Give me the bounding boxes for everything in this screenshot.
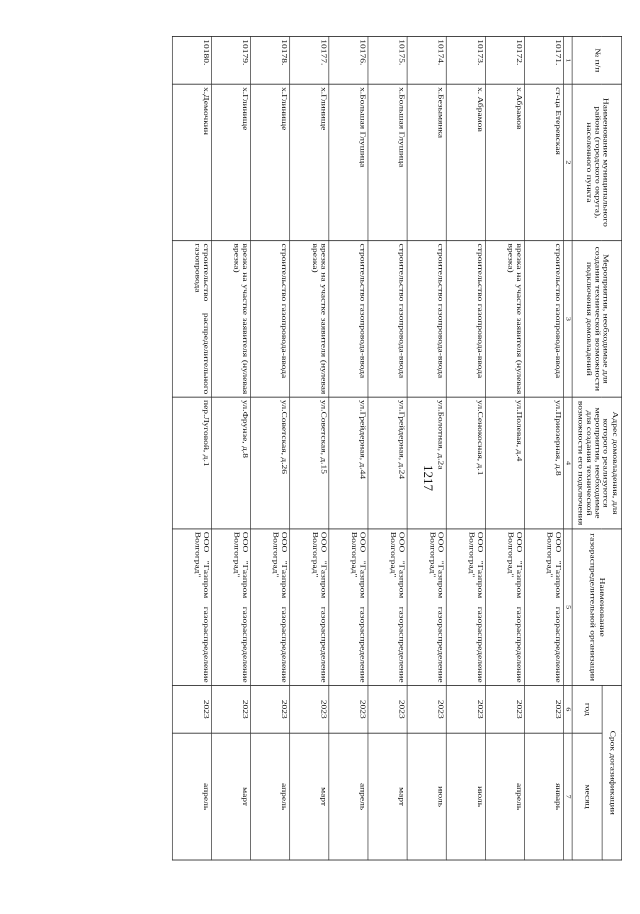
row-address: ул.Грейдерная, д.24 xyxy=(368,397,407,529)
row-place: х.Большая Глушица xyxy=(329,84,368,240)
row-place: ст-ца Етеревская xyxy=(524,84,563,240)
row-measure: врезка на участке заявителя (нулевая врезка) xyxy=(211,241,250,397)
row-number: 10175. xyxy=(368,36,407,84)
row-number: 10179. xyxy=(211,36,250,84)
column-number-row xyxy=(564,36,572,860)
column-number: 6 xyxy=(564,685,572,733)
header-deadline: Срок догазификации xyxy=(602,685,622,860)
page-number: 1217 xyxy=(421,465,436,491)
row-org: ООО "Газпром газораспределение Волгоград" xyxy=(446,529,485,685)
row-address: ул.Полевая, д.4 xyxy=(485,397,524,529)
row-number: 10171. xyxy=(524,36,563,84)
header-month: месяц xyxy=(572,733,602,860)
table-row xyxy=(329,36,368,860)
column-number: 4 xyxy=(564,397,572,529)
row-month: июль xyxy=(407,733,446,860)
table-row xyxy=(485,36,524,860)
row-place: х. Абрамов xyxy=(446,84,485,240)
table-row xyxy=(172,36,211,860)
row-org: ООО "Газпром газораспределение Волгоград" xyxy=(290,529,329,685)
row-address: ул.Приозерная, д.8 xyxy=(524,397,563,529)
column-number: 3 xyxy=(564,241,572,397)
row-year: 2023 xyxy=(524,685,563,733)
row-month: июль xyxy=(446,733,485,860)
row-place: х.Демочкин xyxy=(172,84,211,240)
row-org: ООО "Газпром газораспределение Волгоград" xyxy=(172,529,211,685)
row-month: апрель xyxy=(251,733,290,860)
row-year: 2023 xyxy=(368,685,407,733)
row-address: пер.Луговой, д.1 xyxy=(172,397,211,529)
row-number: 10174. xyxy=(407,36,446,84)
row-number: 10176. xyxy=(329,36,368,84)
table-row xyxy=(251,36,290,860)
row-month: апрель xyxy=(485,733,524,860)
row-measure: строительство газопровода-ввода xyxy=(368,241,407,397)
table-row xyxy=(368,36,407,860)
row-address: ул.Болотная, д.2а xyxy=(407,397,446,529)
row-place: х.Глинище xyxy=(290,84,329,240)
row-month: март xyxy=(211,733,250,860)
header-org: Наименование газораспределительной организации xyxy=(572,529,622,685)
row-year: 2023 xyxy=(211,685,250,733)
row-address: ул.Фрунзе, д.8 xyxy=(211,397,250,529)
row-measure: строительство газопровода-ввода xyxy=(446,241,485,397)
column-number: 1 xyxy=(564,36,572,84)
header-district: Наименование муниципального района (городского округа), населенного пункта xyxy=(572,84,622,240)
row-year: 2023 xyxy=(446,685,485,733)
gasification-table xyxy=(172,36,622,860)
row-year: 2023 xyxy=(407,685,446,733)
row-address: ул.Советская, д.26 xyxy=(251,397,290,529)
row-measure: строительство газопровода-ввода xyxy=(524,241,563,397)
row-place: х.Большая Глушица xyxy=(368,84,407,240)
header-address: Адрес домовладения, для которого реализуются мероприятия, необходимые для создания технической возможности его подключения xyxy=(572,397,622,529)
row-month: январь xyxy=(524,733,563,860)
row-address: ул.Советская, д.15 xyxy=(290,397,329,529)
row-number: 10180. xyxy=(172,36,211,84)
row-month: март xyxy=(368,733,407,860)
table-body xyxy=(172,36,563,860)
rotated-table-container xyxy=(172,36,622,860)
row-year: 2023 xyxy=(251,685,290,733)
table-row xyxy=(407,36,446,860)
row-org: ООО "Газпром газораспределение Волгоград" xyxy=(211,529,250,685)
row-org: ООО "Газпром газораспределение Волгоград" xyxy=(329,529,368,685)
row-measure: строительство газопровода-ввода xyxy=(329,241,368,397)
row-address: ул.Сенокосная, д.1 xyxy=(446,397,485,529)
column-number: 7 xyxy=(564,733,572,860)
row-measure: строительство распределительного газопровода xyxy=(172,241,211,397)
row-year: 2023 xyxy=(329,685,368,733)
row-org: ООО "Газпром газораспределение Волгоград" xyxy=(368,529,407,685)
column-number: 5 xyxy=(564,529,572,685)
row-year: 2023 xyxy=(485,685,524,733)
row-org: ООО "Газпром газораспределение Волгоград" xyxy=(407,529,446,685)
row-number: 10173. xyxy=(446,36,485,84)
row-month: апрель xyxy=(172,733,211,860)
row-measure: строительство газопровода-ввода xyxy=(407,241,446,397)
row-month: апрель xyxy=(329,733,368,860)
header-no: № п/п xyxy=(572,36,622,84)
row-place: х.Глинище xyxy=(251,84,290,240)
row-number: 10172. xyxy=(485,36,524,84)
row-year: 2023 xyxy=(172,685,211,733)
row-org: ООО "Газпром газораспределение Волгоград" xyxy=(524,529,563,685)
row-org: ООО "Газпром газораспределение Волгоград" xyxy=(485,529,524,685)
table-row xyxy=(524,36,563,860)
row-year: 2023 xyxy=(290,685,329,733)
header-year: год xyxy=(572,685,602,733)
header-measures: Мероприятия, необходимые для создания технической возможности подключения домовладений xyxy=(572,241,622,397)
row-number: 10177. xyxy=(290,36,329,84)
table-row xyxy=(290,36,329,860)
row-address: ул.Грейдерная, д.44 xyxy=(329,397,368,529)
row-measure: врезка на участке заявителя (нулевая врезка) xyxy=(485,241,524,397)
column-number: 2 xyxy=(564,84,572,240)
row-measure: строительство газопровода-ввода xyxy=(251,241,290,397)
row-place: х.Абрамов xyxy=(485,84,524,240)
table-row xyxy=(211,36,250,860)
row-place: х.Безымянка xyxy=(407,84,446,240)
row-place: х.Глинище xyxy=(211,84,250,240)
row-month: март xyxy=(290,733,329,860)
row-number: 10178. xyxy=(251,36,290,84)
table-row xyxy=(446,36,485,860)
row-measure: врезка на участке заявителя (нулевая врезка) xyxy=(290,241,329,397)
row-org: ООО "Газпром газораспределение Волгоград" xyxy=(251,529,290,685)
